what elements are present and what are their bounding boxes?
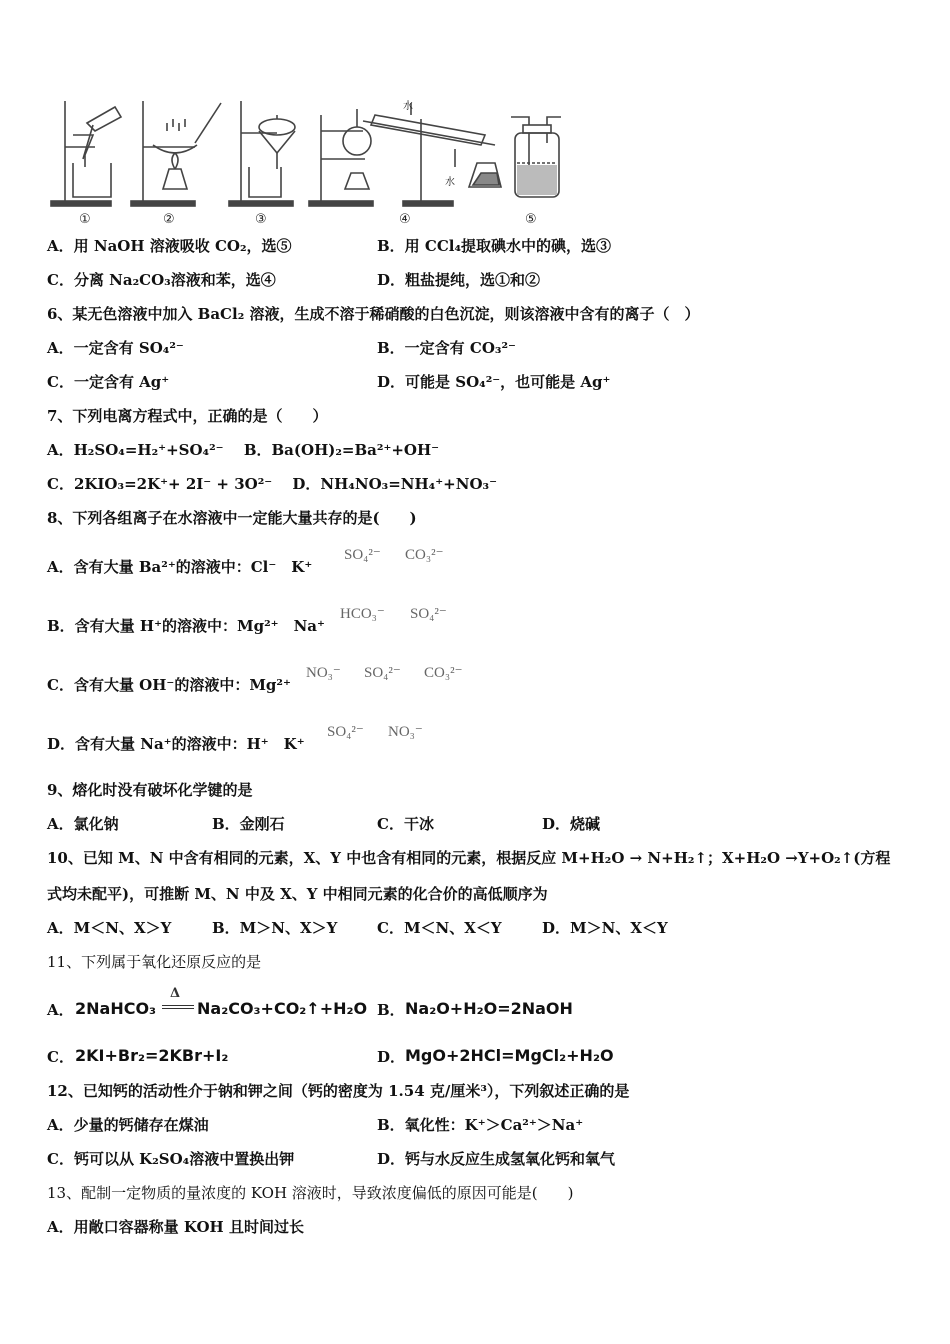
q11-option-d-eq: MgO+2HCl=MgCl₂+H₂O	[405, 1046, 614, 1065]
fig-water-top: 水	[403, 101, 413, 112]
q8-d-ion-2: NO₃⁻	[388, 724, 423, 740]
q5-option-b: B．用 CCl₄提取碘水中的碘，选③	[377, 237, 612, 255]
q10-option-a: A．M＜N、X＞Y	[47, 919, 172, 937]
fig-label-2: ②	[163, 212, 175, 227]
q8-b-ion-2: SO₄²⁻	[410, 606, 447, 622]
q8-b-ion-1: HCO₃⁻	[340, 606, 385, 622]
q11-option-d-prefix: D．	[377, 1048, 406, 1066]
q12-option-c: C．钙可以从 K₂SO₄溶液中置换出钾	[47, 1150, 295, 1168]
q11-option-a-right: Na₂CO₃+CO₂↑+H₂O	[197, 999, 368, 1018]
q10-option-b: B．M＞N、X＞Y	[212, 919, 338, 937]
fig-label-3: ③	[255, 212, 267, 227]
apparatus-2-evaporation	[131, 101, 221, 206]
q12-option-b: B．氧化性：K⁺＞Ca²⁺＞Na⁺	[377, 1116, 584, 1134]
q6-stem: 6、某无色溶液中加入 BaCl₂ 溶液，生成不溶于稀硝酸的白色沉淀，则该溶液中含有的离子（ ）	[47, 305, 700, 323]
q11-option-b-prefix: B．	[377, 1001, 405, 1019]
q6-option-a: A．一定含有 SO₄²⁻	[47, 339, 184, 357]
q11-option-a-left: 2NaHCO₃	[75, 999, 157, 1018]
apparatus-1-filtration	[51, 101, 121, 206]
q12-option-d: D．钙与水反应生成氢氧化钙和氧气	[377, 1150, 616, 1168]
q6-option-b: B．一定含有 CO₃²⁻	[377, 339, 516, 357]
q8-c-ion-3: CO₃²⁻	[424, 665, 463, 681]
q11-stem: 11、下列属于氧化还原反应的是	[47, 953, 262, 971]
fig-label-5: ⑤	[525, 212, 537, 227]
q5-option-c: C．分离 Na₂CO₃溶液和苯，选④	[47, 271, 276, 289]
apparatus-4-distillation	[309, 103, 501, 206]
q10-stem: 10、已知 M、N 中含有相同的元素，X、Y 中也含有相同的元素，根据反应 M+H₂O → N+H₂↑；X+H₂O →Y+O₂↑(方程式均未配平)，可推断 M、N 中及 X、Y 中相同元素的化合价的高低顺序为	[47, 849, 891, 903]
apparatus-5-gas-bottle	[511, 117, 561, 197]
q10-option-c: C．M＜N、X＜Y	[377, 919, 502, 937]
q8-option-c: C．含有大量 OH⁻的溶液中：Mg²⁺	[47, 676, 291, 694]
q11-option-a-prefix: A．	[47, 1001, 74, 1019]
fig-label-1: ①	[79, 212, 91, 227]
q8-c-ion-1: NO₃⁻	[306, 665, 341, 681]
q11-option-a-equals	[162, 1005, 194, 1009]
q8-option-b: B．含有大量 H⁺的溶液中：Mg²⁺ Na⁺	[47, 617, 325, 635]
q7-options-ab: A．H₂SO₄=H₂⁺+SO₄²⁻ B．Ba(OH)₂=Ba²⁺+OH⁻	[47, 441, 440, 459]
q8-stem: 8、下列各组离子在水溶液中一定能大量共存的是( )	[47, 509, 417, 527]
q11-option-c-prefix: C．	[47, 1048, 74, 1066]
q8-a-ion-2: CO₃²⁻	[405, 547, 444, 563]
q5-option-a: A．用 NaOH 溶液吸收 CO₂，选⑤	[47, 237, 292, 255]
q11-option-a-condition: Δ	[170, 986, 181, 1001]
q9-stem: 9、熔化时没有破坏化学键的是	[47, 781, 253, 799]
q13-option-a: A．用敞口容器称量 KOH 且时间过长	[47, 1218, 304, 1236]
q9-option-b: B．金刚石	[212, 815, 285, 833]
q8-c-ion-2: SO₄²⁻	[364, 665, 401, 681]
q8-option-d: D．含有大量 Na⁺的溶液中：H⁺ K⁺	[47, 735, 305, 753]
apparatus-3-separatory-funnel	[229, 101, 295, 206]
q9-option-c: C．干冰	[377, 815, 434, 833]
q6-option-d: D．可能是 SO₄²⁻，也可能是 Ag⁺	[377, 373, 611, 391]
q8-a-ion-1: SO₄²⁻	[344, 547, 381, 563]
q7-stem: 7、下列电离方程式中，正确的是（ ）	[47, 407, 328, 425]
q11-option-b-eq: Na₂O+H₂O=2NaOH	[405, 999, 573, 1018]
q12-option-a: A．少量的钙储存在煤油	[47, 1116, 209, 1134]
q6-option-c: C．一定含有 Ag⁺	[47, 373, 170, 391]
fig-water-bottom: 水	[445, 177, 455, 188]
q9-option-a: A．氯化钠	[47, 815, 119, 833]
q8-d-ion-1: SO₄²⁻	[327, 724, 364, 740]
q8-option-a: A．含有大量 Ba²⁺的溶液中：Cl⁻ K⁺	[47, 558, 313, 576]
q10-option-d: D．M＞N、X＜Y	[542, 919, 668, 937]
q9-option-d: D．烧碱	[542, 815, 601, 833]
q13-stem: 13、配制一定物质的量浓度的 KOH 溶液时，导致浓度偏低的原因可能是( )	[47, 1184, 574, 1202]
q7-options-cd: C．2KIO₃=2K⁺+ 2I⁻ + 3O²⁻ D．NH₄NO₃=NH₄⁺+NO₃⁻	[47, 475, 497, 493]
fig-label-4: ④	[399, 212, 411, 227]
q12-stem: 12、已知钙的活动性介于钠和钾之间（钙的密度为 1.54 克/厘米³），下列叙述正确的是	[47, 1082, 630, 1100]
q5-option-d: D．粗盐提纯，选①和②	[377, 271, 541, 289]
apparatus-figure	[45, 97, 605, 227]
q11-option-c-eq: 2KI+Br₂=2KBr+I₂	[75, 1046, 229, 1065]
